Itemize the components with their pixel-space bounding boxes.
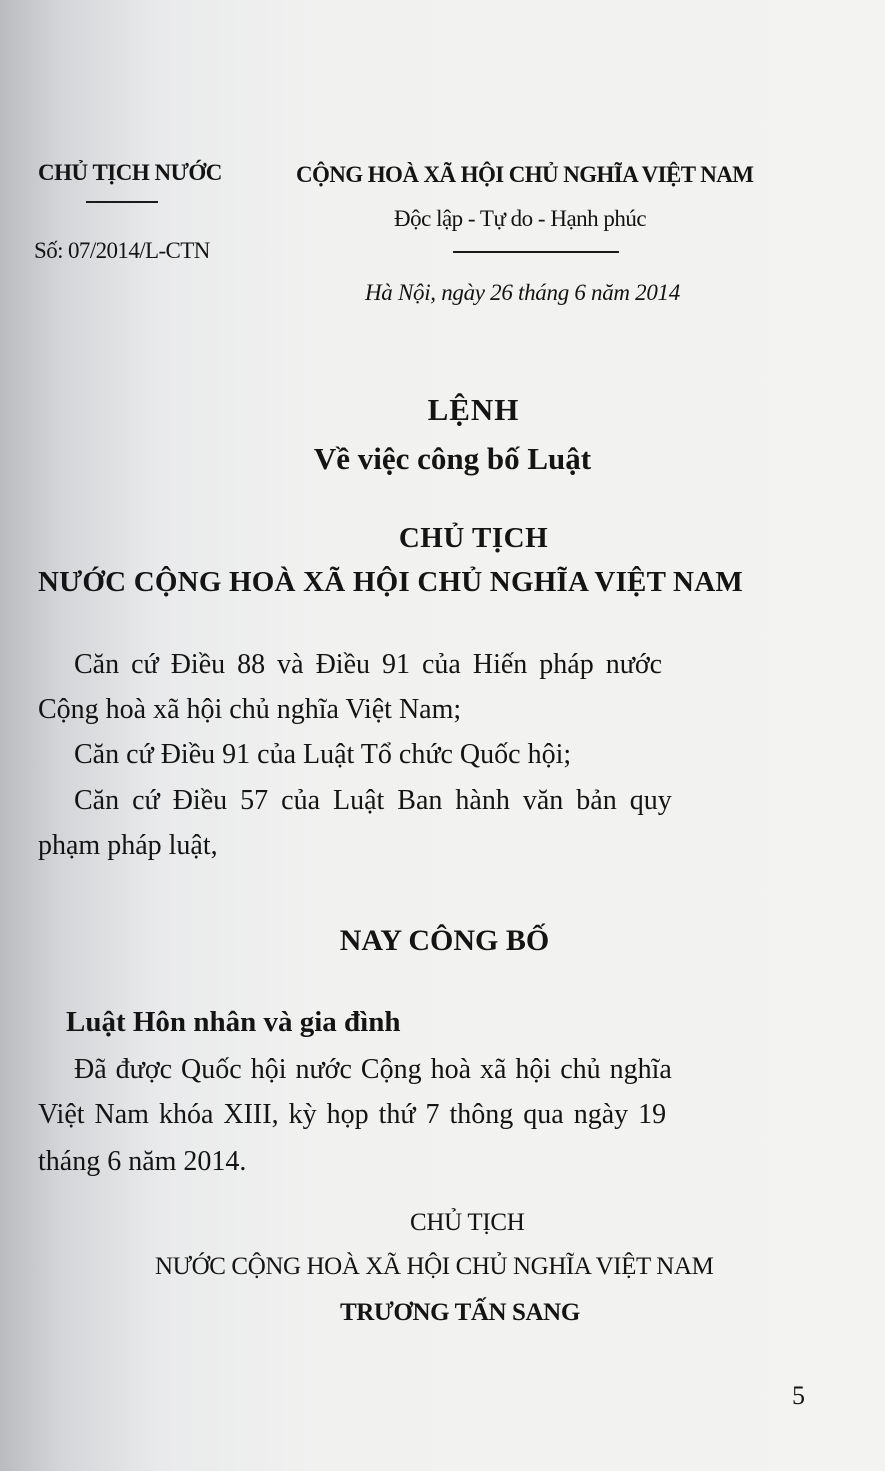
issuer-heading-line1: CHỦ TỊCH <box>398 522 549 554</box>
national-motto-underline <box>453 251 619 253</box>
issuer-heading-line2: NƯỚC CỘNG HOÀ XÃ HỘI CHỦ NGHĨA VIỆT NAM <box>38 566 743 598</box>
signature-title: CHỦ TỊCH <box>410 1209 525 1236</box>
body-line: Căn cứ Điều 91 của Luật Tổ chức Quốc hội; <box>74 739 572 770</box>
approval-line: Đã được Quốc hội nước Cộng hoà xã hội chủ nghĩa <box>74 1054 672 1085</box>
signatory-name: TRƯƠNG TẤN SANG <box>340 1299 580 1326</box>
document-subtitle: Về việc công bố Luật <box>313 441 592 476</box>
national-title: CỘNG HOÀ XÃ HỘI CHỦ NGHĨA VIỆT NAM <box>296 162 754 187</box>
body-line: Cộng hoà xã hội chủ nghĩa Việt Nam; <box>38 694 462 725</box>
page-number: 5 <box>792 1381 805 1410</box>
body-line: Căn cứ Điều 88 và Điều 91 của Hiến pháp nước <box>74 649 663 680</box>
law-name: Luật Hôn nhân và gia đình <box>66 1006 401 1038</box>
proclaim-heading: NAY CÔNG BỐ <box>339 924 550 957</box>
date-line: Hà Nội, ngày 26 tháng 6 năm 2014 <box>365 280 680 305</box>
document-title: LỆNH <box>427 392 520 427</box>
issuing-authority: CHỦ TỊCH NƯỚC <box>38 160 222 185</box>
document-number: Số: 07/2014/L-CTN <box>34 238 210 263</box>
signature-organization: NƯỚC CỘNG HOÀ XÃ HỘI CHỦ NGHĨA VIỆT NAM <box>155 1253 714 1280</box>
issuing-authority-underline <box>86 201 158 203</box>
approval-line: Việt Nam khóa XIII, kỳ họp thứ 7 thông qua ngày 19 <box>38 1099 667 1130</box>
national-motto: Độc lập - Tự do - Hạnh phúc <box>394 206 647 231</box>
body-line: Căn cứ Điều 57 của Luật Ban hành văn bản quy <box>74 785 672 816</box>
approval-line: tháng 6 năm 2014. <box>38 1146 247 1177</box>
body-line: phạm pháp luật, <box>38 830 218 861</box>
